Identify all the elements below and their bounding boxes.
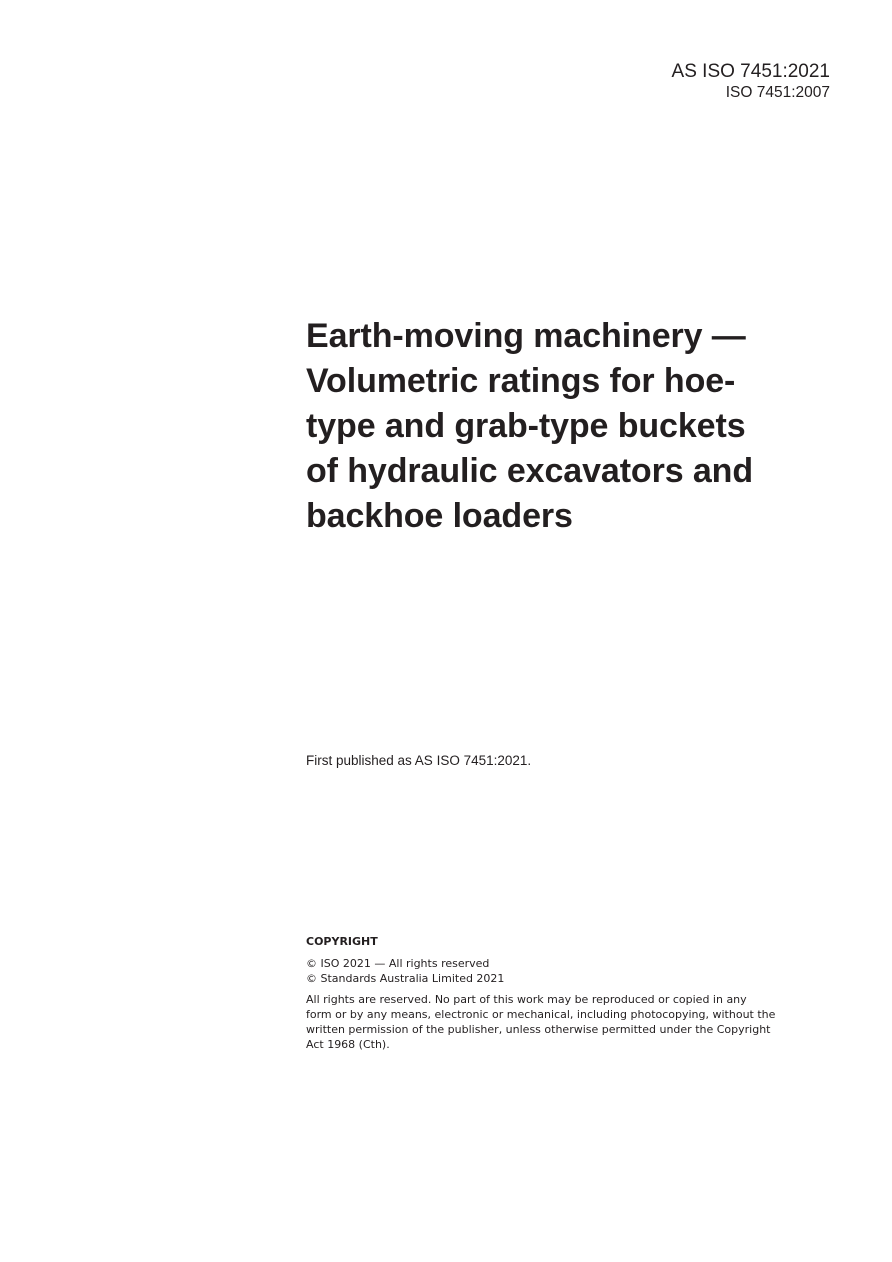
document-title <box>306 314 826 539</box>
copyright-notice-line: All rights are reserved. No part of this work may be reproduced or copied in any <box>306 993 747 1006</box>
title-line: type and grab-type buckets <box>306 407 746 445</box>
title-line: of hydraulic excavators and <box>306 452 754 490</box>
copyright-notice-line: written permission of the publisher, unless otherwise permitted under the Copyright <box>306 1023 771 1036</box>
title-line: Volumetric ratings for hoe- <box>306 362 736 400</box>
copyright-holder-iso: © ISO 2021 — All rights reserved <box>306 957 490 970</box>
copyright-notice <box>306 992 806 1052</box>
title-line: backhoe loaders <box>306 497 573 535</box>
copyright-holder-standards-australia: © Standards Australia Limited 2021 <box>306 972 505 985</box>
title-line: Earth-moving machinery — <box>306 317 746 355</box>
standard-number: AS ISO 7451:2021 <box>671 61 830 82</box>
document-identifier <box>672 60 830 103</box>
iso-reference: ISO 7451:2007 <box>725 84 830 101</box>
copyright-heading: COPYRIGHT <box>306 935 378 948</box>
copyright-notice-line: Act 1968 (Cth). <box>306 1038 390 1051</box>
copyright-notice-line: form or by any means, electronic or mechanical, including photocopying, without the <box>306 1008 776 1021</box>
publication-note: First published as AS ISO 7451:2021. <box>306 753 532 768</box>
copyright-block <box>306 934 806 1052</box>
